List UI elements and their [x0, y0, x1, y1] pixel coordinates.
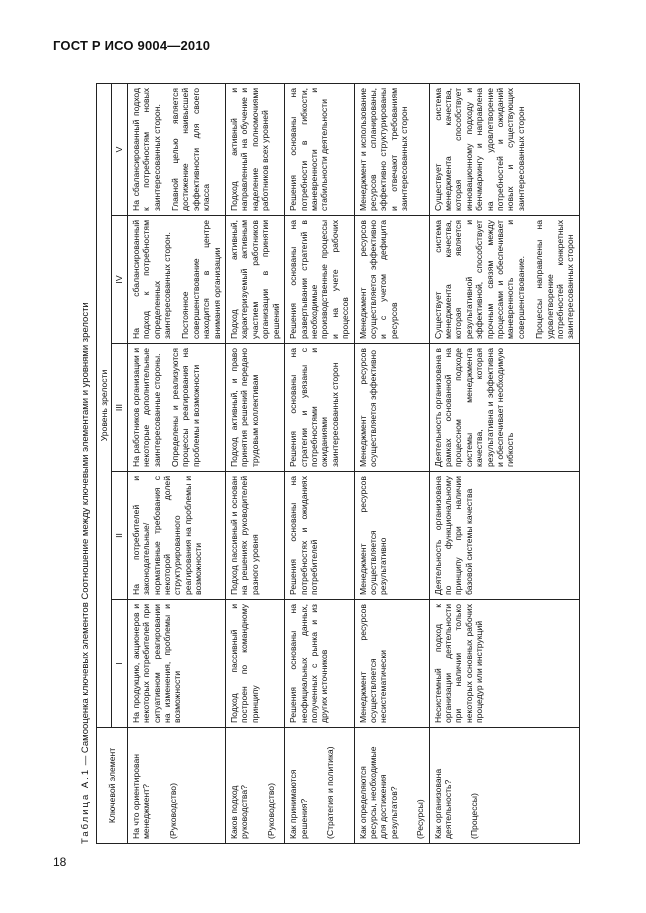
key-element-cell — [285, 728, 354, 844]
rotated-table-content — [80, 77, 600, 844]
maturity-cell — [127, 344, 225, 472]
maturity-cell — [226, 83, 285, 215]
maturity-cell-text: Менеджмент ресурсов осуществляется эффективно — [357, 348, 378, 467]
maturity-cell — [226, 344, 285, 472]
maturity-cell — [354, 216, 429, 344]
table-row — [429, 83, 579, 843]
key-element-category: (Ресурсы) — [415, 799, 426, 839]
key-element-question: Как принимаются решения? — [288, 769, 309, 839]
maturity-cell-text: Менеджмент ресурсов осуществляется результативно — [357, 476, 389, 595]
maturity-cell-text: Решения основаны на потребностях и ожиданиях потребителей — [288, 476, 319, 595]
maturity-cell-text: На потребителей и законодательные/нормативные требования с некоторой долей структурированного реагирования на проблемы и возможности — [130, 476, 204, 595]
maturity-level-header: Уровень зрелости — [97, 83, 112, 727]
maturity-cell-text: Решения основаны на потребности в гибкости, маневренности и стабильности деятельности — [288, 87, 330, 211]
maturity-cell — [354, 472, 429, 600]
key-element-cell — [429, 728, 579, 844]
key-element-cell — [226, 728, 285, 844]
level-header: IV — [112, 216, 127, 344]
key-element-question: Как организована деятельность? — [432, 768, 453, 839]
maturity-cell-text: Менеджмент ресурсов осуществляется эффективно и с учетом дефицита ресурсов — [357, 220, 399, 339]
maturity-cell — [285, 600, 354, 728]
maturity-cell-text: Процессы направлены на удовлетворение потребностей конкретных заинтересованных сторон — [534, 220, 576, 339]
maturity-table — [96, 83, 580, 844]
maturity-cell-text: Подход пассивный и построен по командному принципу — [229, 604, 260, 723]
maturity-cell — [285, 472, 354, 600]
key-element-question: Каков подход руководства? — [229, 785, 250, 839]
key-element-header: Ключевой элемент — [97, 728, 128, 844]
maturity-cell-text: Подход пассивный и основан на решениях руководителей разного уровня — [229, 476, 260, 595]
maturity-cell-text: На сбалансированный подход к потребностям новых заинтересованных сторон. — [130, 87, 162, 211]
maturity-cell-text: Решения основаны на развертывании стратегий в необходимые производственные процессы и на учете рабочих процессов — [288, 220, 351, 339]
level-header: III — [112, 344, 127, 472]
maturity-cell-text: Главной целью является достижение наивысшей эффективности для своего класса — [170, 87, 212, 211]
maturity-cell-text: Определены и реализуются процессы реагирования на проблемы и возможности — [170, 348, 201, 467]
maturity-cell — [354, 600, 429, 728]
maturity-cell-text: Подход активный и направленный на обучение и наделение полномочиями работников всех уровней — [229, 87, 271, 211]
table-caption-label: Таблица А.1 — [80, 767, 91, 844]
maturity-cell-text: На сбалансированный подход к потребностям определенных заинтересованных сторон. — [130, 220, 173, 339]
maturity-cell — [285, 216, 354, 344]
maturity-cell — [354, 344, 429, 472]
maturity-cell — [429, 83, 579, 215]
maturity-cell — [127, 83, 225, 215]
key-element-category: (Стратегия и политика) — [324, 746, 335, 839]
key-element-cell — [354, 728, 429, 844]
maturity-cell-text: Деятельность организована по функциональному принципу при наличии базовой системы качества — [432, 476, 474, 595]
maturity-cell — [226, 216, 285, 344]
document-header: ГОСТ Р ИСО 9004—2010 — [53, 38, 211, 53]
maturity-cell-text: Решения основаны на стратегии и увязаны с потребностями и ожиданиями заинтересованных сторон — [288, 348, 340, 467]
rotated-table-area — [80, 77, 600, 844]
maturity-cell-text: Менеджмент ресурсов осуществляется несистематически — [357, 604, 389, 723]
key-element-cell — [127, 728, 225, 844]
page-number: 18 — [53, 855, 67, 869]
table-caption-text: — Самооценка ключевых элементов Соотношение между ключевыми элементами и уровнями зрелости — [80, 302, 91, 766]
maturity-cell-text: Существует система менеджмента качества, которая способствует инновационному подходу и бенчмаркингу и направлена на удовлетворение потребностей и ожиданий новых и существующих заинтересованных сторон — [432, 87, 526, 211]
maturity-cell-text: Деятельность организована в рамках основанной на процессном подходе системы менеджмента качества, которая результативна и эффективна и обеспечивает необходимую гибкость — [432, 348, 516, 467]
maturity-cell-text: Подход активный, и право принятия решений передано трудовым коллективам — [229, 348, 260, 467]
table-row — [127, 83, 225, 843]
maturity-cell — [285, 83, 354, 215]
maturity-cell-text: Подход активный, характеризуемый активным участием работников организации в принятии решений — [229, 220, 281, 339]
maturity-cell — [226, 472, 285, 600]
key-element-category: (Руководство) — [167, 783, 178, 839]
key-element-question: Как определяются ресурсы, необходимые для достижения результатов? — [357, 746, 399, 839]
maturity-cell — [226, 600, 285, 728]
level-header: II — [112, 472, 127, 600]
table-row — [226, 83, 285, 843]
maturity-cell — [354, 83, 429, 215]
maturity-cell-text: На продукцию, акционеров и некоторых потребителей при ситуативном реагировании на изменения, проблемы и возможности — [130, 604, 183, 723]
maturity-cell-text: Постоянное совершенствование находится в центре внимания организации — [180, 220, 222, 339]
key-element-category: (Процессы) — [469, 793, 480, 839]
level-header: I — [112, 600, 127, 728]
table-caption — [80, 77, 94, 844]
maturity-cell-text: Существует система менеджмента качества, которая является результативной и эффективной, способствует прочным связям между процессами и обеспечивает маневренность и совершенствование. — [432, 220, 526, 339]
maturity-cell-text: Несистемный подход к организации деятельности при наличии только некоторых основных рабочих процедур или инструкций — [432, 604, 485, 723]
level-header: V — [112, 83, 127, 215]
maturity-cell — [429, 600, 579, 728]
table-row — [285, 83, 354, 843]
table-header-row — [97, 83, 112, 843]
key-element-category: (Руководство) — [265, 783, 276, 839]
maturity-cell — [127, 216, 225, 344]
maturity-cell-text: Менеджмент и использование ресурсов спланированы, эффективно структурированы и отвечают требованиям заинтересованных сторон — [357, 87, 410, 211]
maturity-cell — [429, 472, 579, 600]
key-element-question: На что ориентирован менеджмент? — [130, 753, 152, 839]
maturity-cell-text: Решения основаны на неофициальных данных, полученных с рынка и из других источников — [288, 604, 330, 723]
maturity-cell — [127, 600, 225, 728]
maturity-cell — [429, 216, 579, 344]
maturity-cell-text: На работников организации и некоторые дополнительные заинтересованные стороны. — [130, 348, 162, 467]
maturity-cell — [429, 344, 579, 472]
maturity-cell — [285, 344, 354, 472]
maturity-cell — [127, 472, 225, 600]
table-row — [354, 83, 429, 843]
